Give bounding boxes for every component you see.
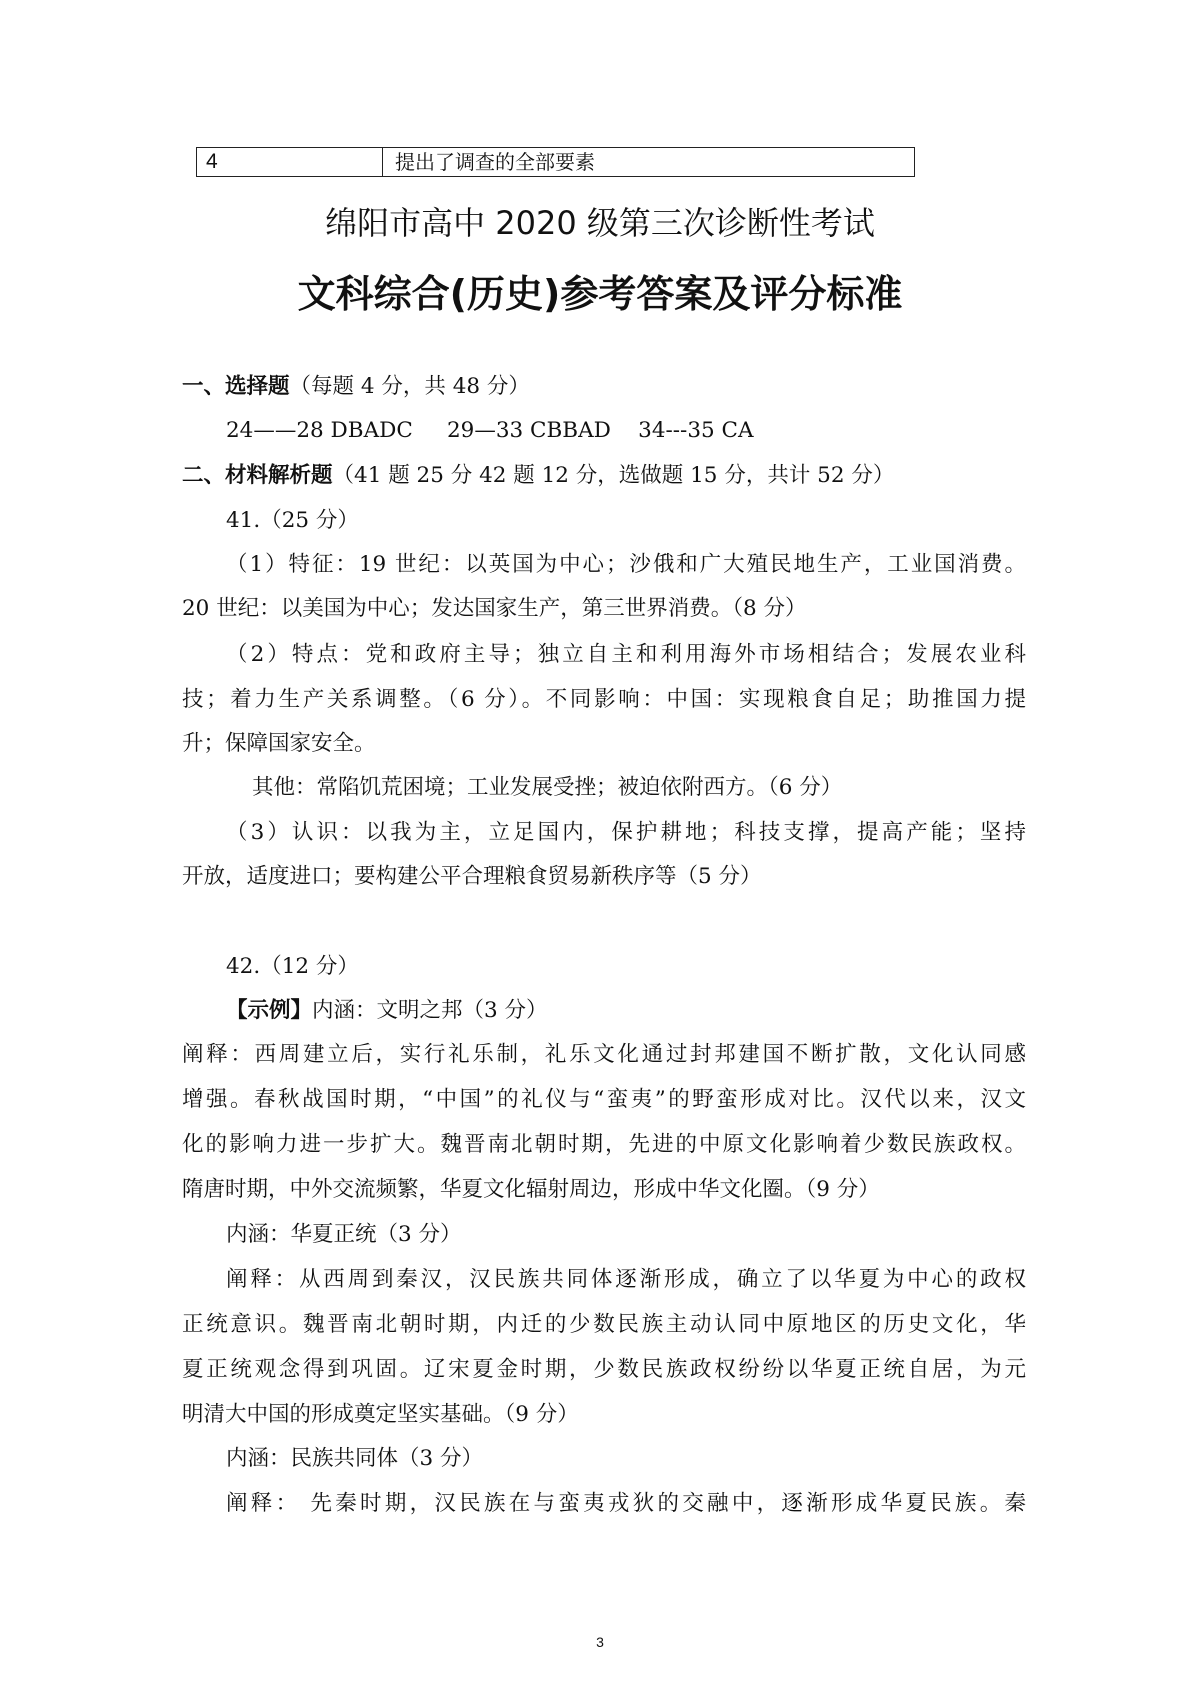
q42-explain2-line1: 阐释：从西周到秦汉，汉民族共同体逐渐形成，确立了以华夏为中心的政权 [226,1267,1026,1292]
q41-part1-line2: 20 世纪：以美国为中心；发达国家生产，第三世界消费。（8 分） [182,596,807,621]
document-title: 文科综合(历史)参考答案及评分标准 [297,272,903,316]
q42-explain1-line3: 化的影响力进一步扩大。魏晋南北朝时期，先进的中原文化影响着少数民族政权。 [182,1132,1026,1157]
q41-heading: 41.（25 分） [226,508,359,533]
q41-part3-line2: 开放，适度进口；要构建公平合理粮食贸易新秩序等（5 分） [182,864,762,889]
q42-explain3-line1: 阐释： 先秦时期，汉民族在与蛮夷戎狄的交融中，逐渐形成华夏民族。秦 [226,1491,1026,1516]
q42-connotation3: 内涵：民族共同体（3 分） [226,1446,484,1471]
section-1-note: （每题 4 分，共 48 分） [289,374,530,399]
scoring-table-row [196,147,915,177]
q41-part2-line4: 其他：常陷饥荒困境；工业发展受挫；被迫依附西方。（6 分） [252,775,843,800]
q42-explain2-line2: 正统意识。魏晋南北朝时期，内迁的少数民族主动认同中原地区的历史文化，华 [182,1312,1026,1337]
multiple-choice-answers: 24——28 DBADC 29—33 CBBAD 34---35 CA [226,418,754,443]
q41-part1-line1: （1）特征：19 世纪：以英国为中心；沙俄和广大殖民地生产，工业国消费。 [226,552,1026,577]
exam-title: 绵阳市高中 2020 级第三次诊断性考试 [325,204,875,242]
example-label: 【示例】 [226,998,313,1023]
example-connotation: 内涵：文明之邦（3 分） [312,998,548,1023]
q42-explain2-line3: 夏正统观念得到巩固。辽宋夏金时期，少数民族政权纷纷以华夏正统自居，为元 [182,1357,1026,1382]
q41-part3-line1: （3）认识：以我为主，立足国内，保护耕地；科技支撑，提高产能；坚持 [226,820,1026,845]
section-1-title: 一、选择题 [182,374,290,399]
section-2-title: 二、材料解析题 [182,463,333,488]
q41-part2-line3: 升；保障国家安全。 [182,731,376,756]
q41-part2-line2: 技；着力生产关系调整。（6 分）。不同影响：中国：实现粮食自足；助推国力提 [182,687,1026,712]
section-2-note: （41 题 25 分 42 题 12 分，选做题 15 分，共计 52 分） [332,463,895,488]
table-cell-criteria: 提出了调查的全部要素 [395,150,595,174]
section-2-heading [182,461,894,491]
q42-heading: 42.（12 分） [226,954,359,979]
page-number: 3 [596,1634,604,1650]
q42-explain1-line4: 隋唐时期，中外交流频繁，华夏文化辐射周边，形成中华文化圈。（9 分） [182,1177,880,1202]
section-1-heading [182,372,530,402]
q42-connotation2: 内涵：华夏正统（3 分） [226,1222,462,1247]
q42-explain2-line4: 明清大中国的形成奠定坚实基础。（9 分） [182,1402,579,1427]
q42-explain1-line1: 阐释：西周建立后，实行礼乐制，礼乐文化通过封邦建国不断扩散，文化认同感 [182,1042,1026,1067]
q42-explain1-line2: 增强。春秋战国时期，“中国”的礼仪与“蛮夷”的野蛮形成对比。汉代以来，汉文 [182,1087,1026,1112]
q41-part2-line1: （2）特点：党和政府主导；独立自主和利用海外市场相结合；发展农业科 [226,642,1026,667]
table-cell-score: 4 [197,148,383,176]
q42-example-line [226,996,548,1026]
